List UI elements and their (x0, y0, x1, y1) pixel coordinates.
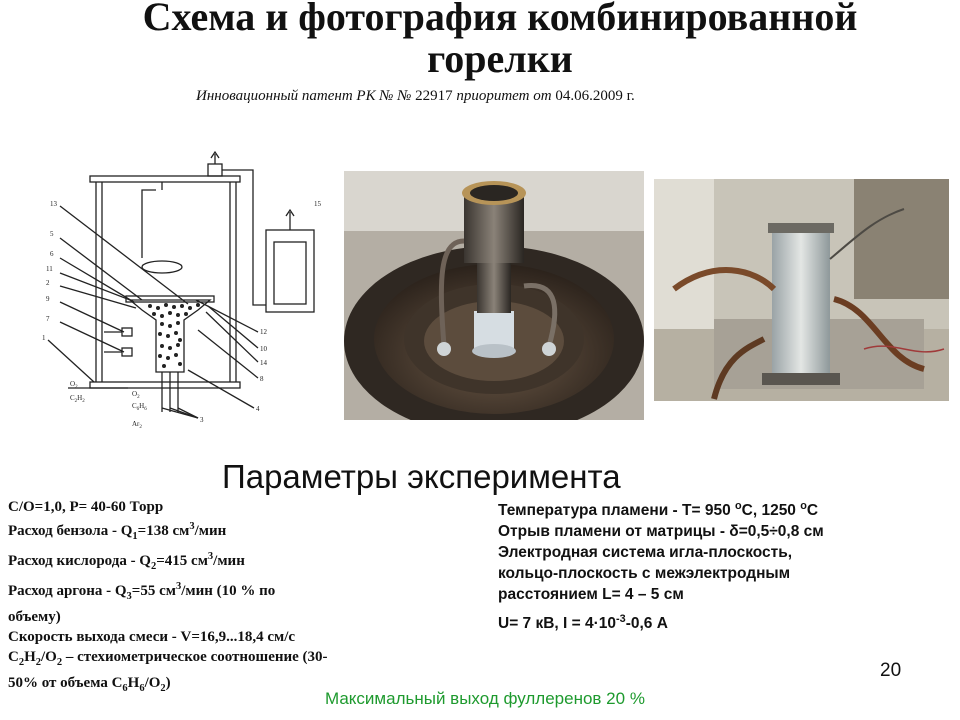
page-number: 20 (880, 660, 902, 681)
schematic-label-5: 5 (50, 230, 54, 238)
patent-line (196, 88, 635, 105)
patent-label: Инновационный патент РК № № (196, 88, 416, 104)
param-oxygen-flow: Расход кислорода - $Q_2=415$ $см^3$/мин (8, 551, 245, 572)
schematic-gas-ar: $Ar_2$ (132, 420, 142, 430)
fullerene-yield: Максимальный выход фуллеренов 20 % (325, 689, 645, 708)
param-mixture-velocity: Скорость выхода смеси - V=16,9...18,4 см/с (8, 629, 296, 645)
schematic-gas-c2h2: $C_2H_2$ (70, 394, 85, 404)
schematic-label-15: 15 (314, 200, 321, 208)
schematic-label-8: 8 (260, 375, 264, 383)
slide-title-line2: горелки (427, 36, 573, 81)
schematic-gas-c6h6: $C_6H_6$ (132, 402, 147, 412)
param-voltage-current: U= 7 кВ, $I = 4\cdot 10^{-3}-0,6$ А (498, 613, 668, 633)
schematic-label-7: 7 (46, 315, 50, 323)
patent-date: 04.06.2009 г. (555, 88, 635, 104)
schematic-label-11: 11 (46, 265, 53, 273)
schematic-label-12: 12 (260, 328, 267, 336)
slide-title (0, 0, 960, 80)
param-flame-temperature: Температура пламени - Т= 950 $^о$С, 1250 $^о$С (498, 500, 819, 520)
patent-priority-label: приоритет от (452, 88, 556, 104)
schematic-gas-o2: $O_2$ (70, 380, 78, 390)
schematic-label-2: 2 (46, 279, 50, 287)
left-params (8, 497, 408, 699)
schematic-label-1: 1 (42, 334, 46, 342)
patent-number: 22917 (415, 88, 453, 104)
param-argon-flow-cont: объему) (8, 609, 61, 625)
schematic-label-4: 4 (256, 405, 260, 413)
schematic-label-10: 10 (260, 345, 267, 353)
schematic-gas-o2-bottom: $O_2$ (132, 390, 140, 400)
slide-title-line1: Схема и фотография комбинированной (142, 0, 858, 39)
right-params (498, 496, 824, 634)
schematic-top-plate (90, 176, 240, 182)
burner-closeup-photo (344, 171, 644, 420)
setup-photo (654, 179, 949, 401)
param-flame-detachment: Отрыв пламени от матрицы - δ=0,5÷0,8 см (498, 523, 824, 541)
burner-schematic (38, 150, 338, 435)
param-electrode-system: Электродная система игла-плоскость, (498, 544, 793, 562)
params-title: Параметры эксперимента (222, 458, 621, 495)
param-benzene-flow: Расход бензола - $Q_1=138$ $см^3$/мин (8, 521, 227, 542)
schematic-label-3: 3 (200, 416, 204, 424)
schematic-valve (208, 164, 222, 176)
param-argon-flow: Расход аргона - $Q_3=55$ $см^3$/мин (10 % по (8, 581, 276, 602)
param-electrode-system-cont: кольцо-плоскость с межэлектродным (498, 565, 791, 583)
param-stoichiometry-cont: 50% от объема $С_6Н_6/О_2$) (8, 675, 171, 694)
schematic-label-9: 9 (46, 295, 50, 303)
param-electrode-distance: расстоянием L= 4 – 5 см (498, 586, 684, 604)
schematic-label-13: 13 (50, 200, 57, 208)
schematic-label-6: 6 (50, 250, 54, 258)
schematic-label-14: 14 (260, 359, 267, 367)
param-co-ratio: С/О=1,0, Р= 40-60 Торр (8, 499, 164, 515)
param-stoichiometry: $С_2Н_2/О_2$ – стехиометрическое соотношение (30- (8, 649, 328, 668)
